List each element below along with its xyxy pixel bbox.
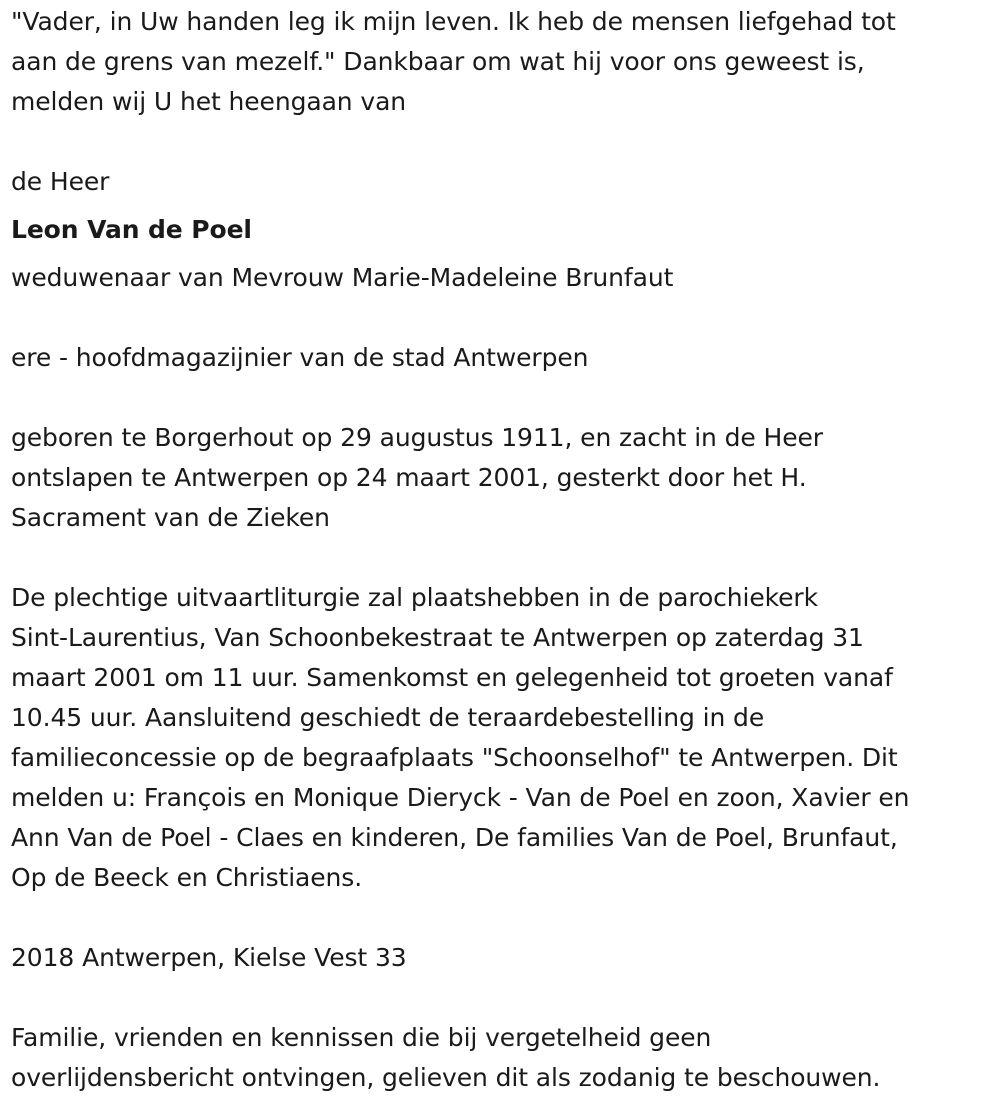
- spacer: [11, 298, 986, 338]
- spacer: [11, 538, 986, 578]
- spouse-text: weduwenaar van Mevrouw Marie-Madeleine Brunfaut: [11, 263, 674, 292]
- closing-text: Familie, vrienden en kennissen die bij vergetelheid geen overlijdensbericht ontvingen, gelieven dit als zodanig te beschouwen.: [11, 1023, 881, 1092]
- spacer: [11, 378, 986, 418]
- salutation: de Heer: [11, 167, 110, 196]
- birth-death-text: geboren te Borgerhout op 29 augustus 1911, en zacht in de Heer ontslapen te Antwerpen op 24 maart 2001, gesterkt door het H. Sacrament van de Zieken: [11, 423, 823, 532]
- deceased-name: Leon Van de Poel: [11, 215, 252, 244]
- funeral-text: De plechtige uitvaartliturgie zal plaatshebben in de parochiekerk Sint-Laurentius, Van Schoonbekestraat te Antwerpen op zaterdag 31 maart 2001 om 11 uur. Samenkomst en gelegenheid tot groeten vanaf 10.45 uur. Aansluitend geschiedt de teraardebestelling in de familieconcessie op de begraafplaats "Schoonselhof" te Antwerpen. Dit melden u: François en Monique Dieryck - Van de Poel en zoon, Xavier en Ann Van de Poel - Claes en kinderen, De families Van de Poel, Brunfaut, Op de Beeck en Christiaens.: [11, 583, 910, 892]
- spacer: [11, 898, 986, 938]
- address-text: 2018 Antwerpen, Kielse Vest 33: [11, 943, 407, 972]
- spacer: [11, 978, 986, 1018]
- intro-text: "Vader, in Uw handen leg ik mijn leven. Ik heb de mensen liefgehad tot aan de grens van mezelf." Dankbaar om wat hij voor ons geweest is, melden wij U het heengaan van: [11, 7, 896, 116]
- spacer: [11, 122, 986, 162]
- title-text: ere - hoofdmagazijnier van de stad Antwerpen: [11, 343, 589, 372]
